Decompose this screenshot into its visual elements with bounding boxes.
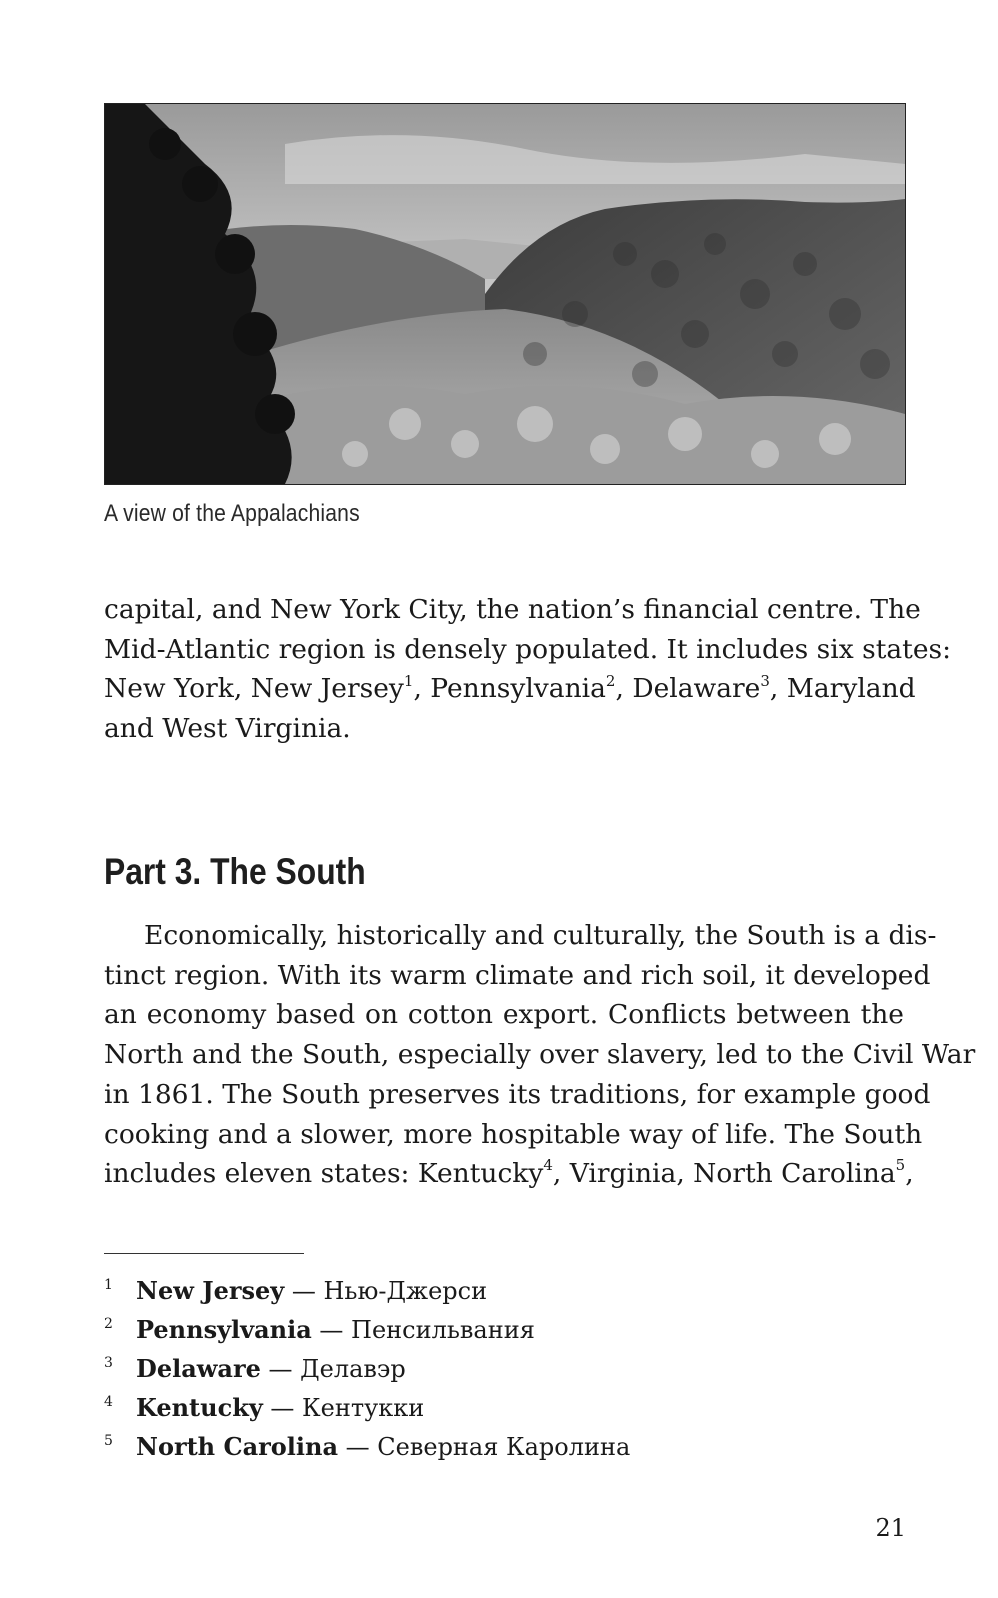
page-number: 21	[875, 1514, 906, 1542]
text-line: an economy based on cotton export. Conflicts between the	[104, 999, 904, 1031]
text-run: , Pennsylvania	[413, 673, 606, 705]
landscape-illustration	[105, 104, 905, 484]
footnote-ref-2: 2	[605, 671, 616, 690]
footnote-item	[104, 1354, 904, 1393]
footnote-ref-3: 3	[760, 671, 770, 690]
footnote-term: Kentucky	[136, 1393, 263, 1422]
footnote-item	[104, 1393, 904, 1432]
footnote-number: 5	[104, 1433, 113, 1449]
footnote-item	[104, 1315, 904, 1354]
paragraph-mid-atlantic	[104, 590, 952, 749]
text-line: tinct region. With its warm climate and rich soil, it developed	[104, 959, 931, 991]
footnote-ref-5: 5	[895, 1156, 906, 1175]
text-line	[104, 1154, 914, 1194]
footnote-number: 2	[104, 1316, 113, 1332]
footnote-number: 4	[104, 1394, 113, 1410]
footnote-translation: — Нью-Джерси	[284, 1277, 488, 1305]
text-line: North and the South, especially over slavery, led to the Civil War	[104, 1039, 976, 1071]
text-run: ,	[905, 1158, 914, 1190]
footnote-divider	[104, 1253, 304, 1254]
text-line: in 1861. The South preserves its traditions, for example good	[104, 1078, 931, 1110]
footnote-ref-4: 4	[543, 1156, 553, 1175]
footnote-translation: — Кентукки	[262, 1394, 425, 1422]
text-run: , Virginia, North Carolina	[552, 1158, 896, 1190]
footnote-term: North Carolina	[136, 1432, 339, 1461]
figure-caption: A view of the Appalachians	[104, 500, 360, 527]
section-heading: Part 3. The South	[104, 851, 366, 892]
footnote-term: Pennsylvania	[136, 1315, 312, 1344]
paragraph-south	[104, 916, 976, 1194]
footnote-translation: — Северная Каролина	[338, 1433, 631, 1461]
appalachians-photo	[104, 103, 906, 485]
footnote-number: 3	[104, 1355, 113, 1371]
footnote-translation: — Пенсильвания	[311, 1316, 535, 1344]
footnote-item	[104, 1276, 904, 1315]
footnote-ref-1: 1	[403, 671, 414, 690]
footnote-term: New Jersey	[136, 1276, 285, 1305]
text-run: includes eleven states: Kentucky	[104, 1158, 544, 1190]
text-line	[104, 669, 916, 709]
footnote-term: Delaware	[136, 1354, 261, 1383]
text-run: , Maryland	[769, 673, 916, 705]
text-line: capital, and New York City, the nation’s financial centre. The	[104, 594, 921, 625]
footnote-item	[104, 1432, 904, 1471]
text-run: , Delaware	[615, 673, 761, 705]
text-line: Economically, historically and culturally, the South is a dis-	[144, 920, 937, 951]
text-run: New York, New Jersey	[104, 673, 404, 705]
text-line: cooking and a slower, more hospitable way of life. The South	[104, 1118, 923, 1150]
footnotes	[104, 1276, 904, 1471]
footnote-translation: — Делавэр	[260, 1355, 406, 1383]
text-line: Mid-Atlantic region is densely populated. It includes six states:	[104, 633, 952, 665]
text-line: and West Virginia.	[104, 713, 351, 745]
footnote-number: 1	[104, 1277, 113, 1293]
foreground-trees	[245, 386, 905, 484]
